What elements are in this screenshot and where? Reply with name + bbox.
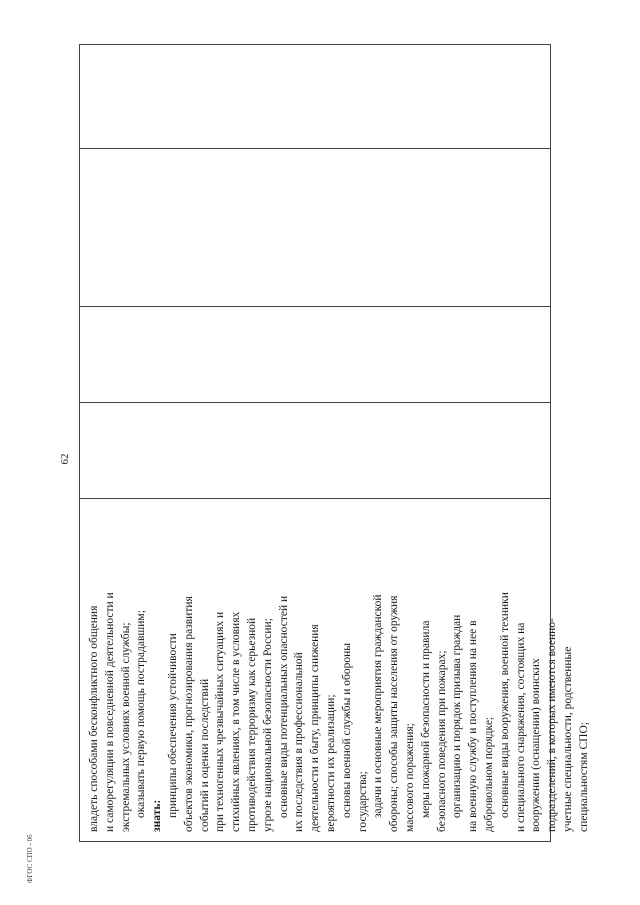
cell-text-line: угрозе национальной безопасности России; [261, 618, 274, 832]
footer-code: ФГОС СПО - 06 [26, 834, 34, 883]
cell-text-line: объектов экономики, прогнозирования развития [182, 596, 195, 832]
competency-text-cell [79, 498, 590, 842]
cell-text-line: противодействия терроризму как серьезной [245, 617, 258, 832]
cell-text-line: основные виды потенциальных опасностей и [277, 595, 290, 818]
cell-text-line: безопасного поведения при пожарах; [435, 650, 448, 832]
cell-text-line: событий и оценки последствий [198, 678, 211, 832]
cell-text-line: и специального снаряжения, состоящих на [514, 622, 527, 832]
cell-text-line: при техногенных чрезвычайных ситуациях и [214, 611, 227, 832]
cell-text-line: государства; [356, 771, 369, 832]
cell-text-line: вооружении (оснащении) воинских [530, 658, 543, 832]
cell-text-line: знать: [151, 799, 164, 832]
cell-text-line: организацию и порядок призыва граждан [451, 614, 464, 818]
cell-text-line: обороны; способы защиты населения от оружия [388, 595, 401, 832]
cell-text-line: массового поражения; [403, 723, 416, 832]
cell-text-line: оказывать первую помощь пострадавшим; [135, 610, 148, 818]
table-row-divider [79, 148, 551, 149]
cell-text-line: принципы обеспечения устойчивости [166, 633, 179, 818]
table-row-divider [79, 306, 551, 307]
cell-text-line: на военную службу и поступления на нее в [467, 620, 480, 832]
cell-text-line: основы военной службы и обороны [340, 643, 353, 818]
table-row-divider [79, 402, 551, 403]
cell-text-line: и саморегуляции в повседневной деятельности и [103, 592, 116, 832]
cell-text-line: деятельности и быту, принципы снижения [309, 624, 322, 832]
cell-text-line: задачи и основные мероприятия гражданской [372, 594, 385, 818]
cell-text-line: основные виды вооружения, военной техники [498, 592, 511, 818]
cell-text-line: меры пожарной безопасности и правила [419, 620, 432, 818]
cell-text-line: добровольном порядке; [482, 716, 495, 832]
cell-text-line: экстремальных условиях военной службы; [119, 622, 132, 832]
cell-text-line: учетные специальности, родственные [561, 646, 574, 832]
cell-text-line: их последствия в профессиональной [293, 652, 306, 832]
cell-text-line: владеть способами бесконфликтного общения [88, 605, 100, 832]
cell-text-line: подразделений, в которых имеются военно- [546, 618, 559, 832]
cell-text-line: специальностям СПО; [577, 722, 590, 832]
cell-text-line: стихийных явлениях, в том числе в условиях [230, 611, 243, 832]
cell-text-line: вероятности их реализации; [324, 694, 337, 832]
page-number: 62 [59, 453, 71, 465]
